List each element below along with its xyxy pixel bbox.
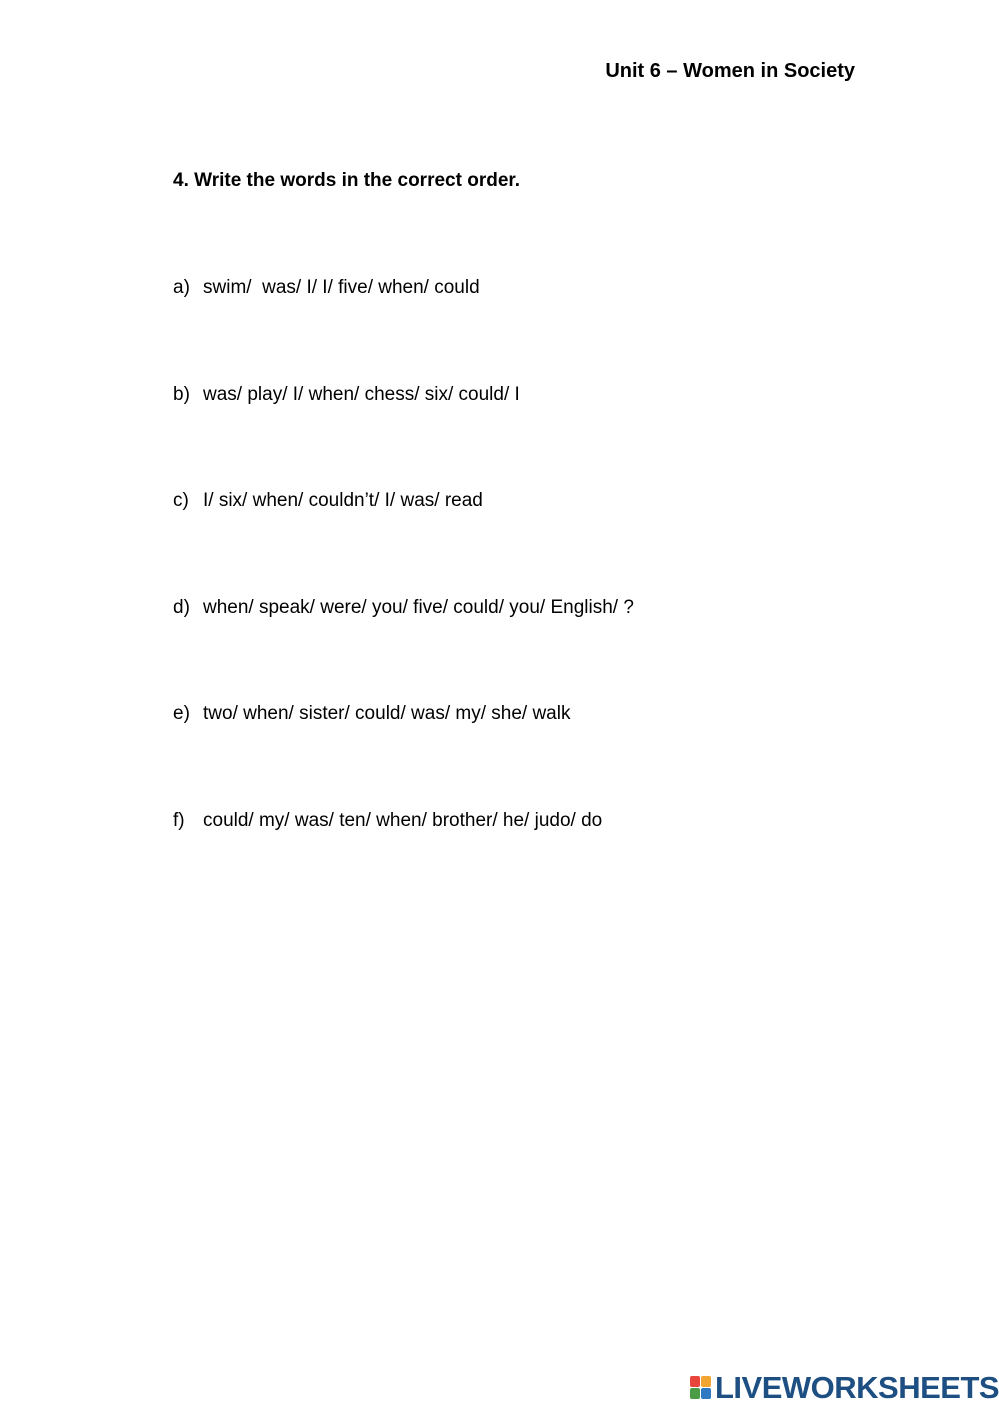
unit-title: Unit 6 – Women in Society — [605, 60, 855, 82]
item-letter: d) — [173, 596, 190, 618]
item-words: swim/ was/ I/ I/ five/ when/ could — [203, 277, 480, 298]
exercise-item-b — [173, 384, 634, 491]
item-letter: f) — [173, 809, 185, 831]
item-words: when/ speak/ were/ you/ five/ could/ you/ English/ ? — [203, 596, 634, 618]
logo-square-orange — [701, 1376, 711, 1387]
exercise-item-f — [173, 810, 634, 917]
exercise-item-a — [173, 277, 634, 384]
exercise-item-d — [173, 597, 634, 704]
logo-wordmark: LIVEWORKSHEETS — [715, 1370, 999, 1405]
logo-square-blue — [701, 1388, 711, 1399]
item-letter: e) — [173, 703, 190, 724]
item-words: could/ my/ was/ ten/ when/ brother/ he/ judo/ do — [203, 809, 603, 831]
exercise-item-c — [173, 490, 634, 597]
item-words: was/ play/ I/ when/ chess/ six/ could/ I — [203, 383, 520, 405]
exercise-instruction: 4. Write the words in the correct order. — [173, 170, 521, 191]
liveworksheets-logo-icon — [690, 1376, 711, 1399]
logo-square-green — [690, 1388, 700, 1399]
item-letter: b) — [173, 383, 190, 405]
item-letter: a) — [173, 277, 190, 298]
item-letter: c) — [173, 490, 189, 511]
liveworksheets-logo[interactable] — [690, 1372, 999, 1403]
item-words: I/ six/ when/ couldn’t/ I/ was/ read — [203, 490, 483, 511]
exercise-item-e — [173, 703, 634, 810]
exercise-list — [173, 277, 634, 916]
item-words: two/ when/ sister/ could/ was/ my/ she/ walk — [203, 703, 571, 724]
logo-square-red — [690, 1376, 700, 1387]
